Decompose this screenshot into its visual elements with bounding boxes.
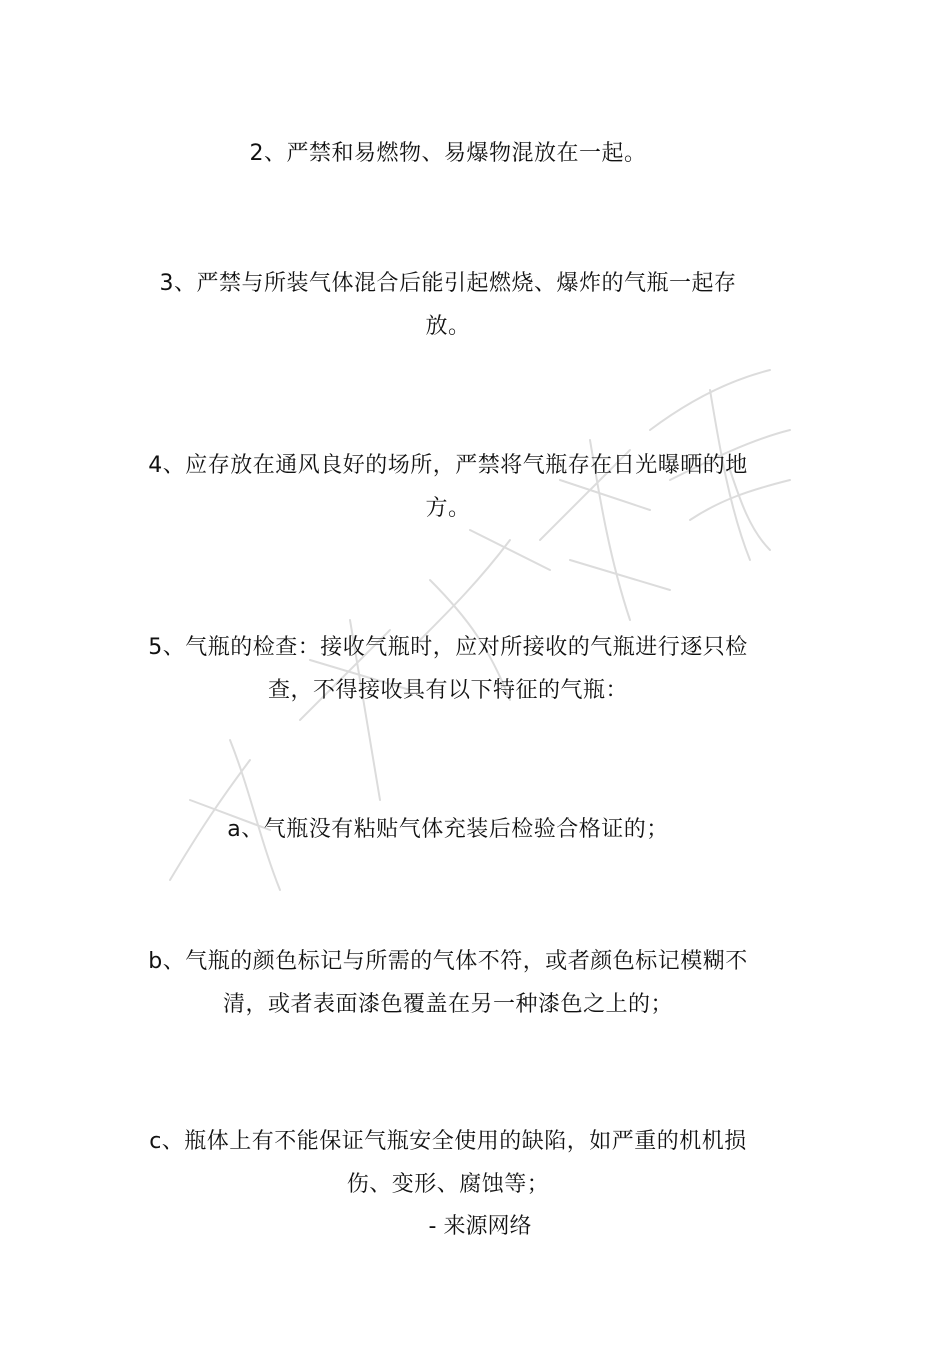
paragraph-b: b、气瓶的颜色标记与所需的气体不符，或者颜色标记模糊不清，或者表面漆色覆盖在另一种漆色之上的； (148, 949, 748, 1017)
paragraph-c: c、瓶体上有不能保证气瓶安全使用的缺陷，如严重的机机损伤、变形、腐蚀等； (149, 1129, 747, 1197)
source-note: - 来源网络 (428, 1214, 532, 1239)
paragraph-2: 2、严禁和易燃物、易爆物混放在一起。 (249, 141, 647, 166)
paragraph-3: 3、严禁与所装气体混合后能引起燃烧、爆炸的气瓶一起存放。 (159, 271, 737, 339)
paragraph-a: a、气瓶没有粘贴气体充装后检验合格证的； (227, 817, 669, 842)
paragraph-5: 5、气瓶的检查：接收气瓶时，应对所接收的气瓶进行逐只检查，不得接收具有以下特征的气瓶： (148, 635, 748, 703)
paragraph-4: 4、应存放在通风良好的场所，严禁将气瓶存在日光曝晒的地方。 (148, 453, 748, 521)
